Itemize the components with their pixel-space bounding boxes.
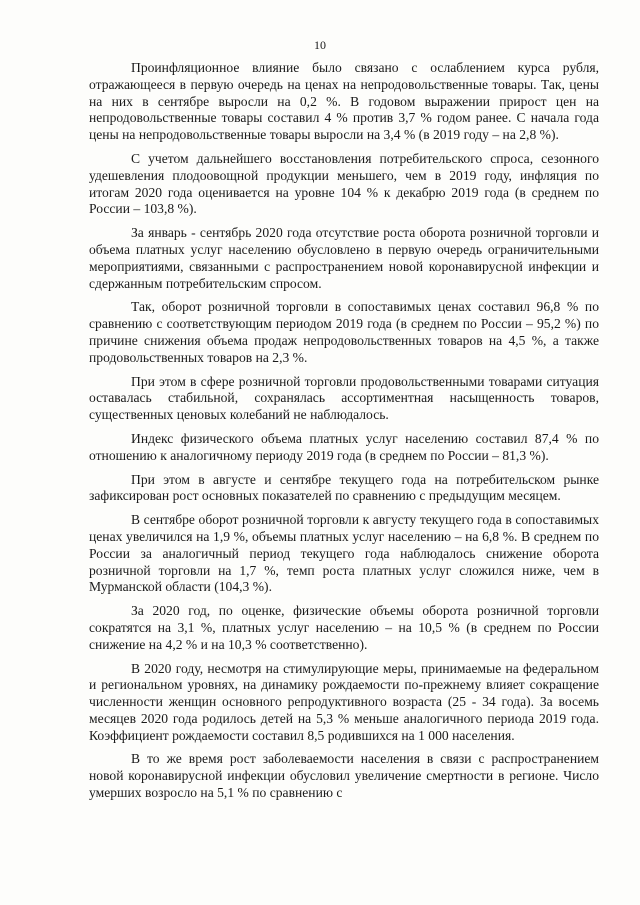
paragraph-8: В сентябре оборот розничной торговли к августу текущего года в сопоставимых ценах увеличился на 1,9 %, объемы платных услуг населению – на 6,8 %. В среднем по России за аналогичный период текущего года наблюдалось снижение оборота розничной торговли на 1,7 %, темп роста платных услуг сложился ниже, чем в Мурманской области (104,3 %). <box>89 512 599 595</box>
paragraph-7: При этом в августе и сентябре текущего года на потребительском рынке зафиксирован рост основных показателей по сравнению с предыдущим месяцем. <box>89 471 599 504</box>
body-text <box>89 60 599 809</box>
paragraph-9: За 2020 год, по оценке, физические объемы оборота розничной торговли сократятся на 3,1 %, платных услуг населению – на 10,5 % (в среднем по России снижение на 4,2 % и на 10,3 % соответственно). <box>89 603 599 652</box>
paragraph-4: Так, оборот розничной торговли в сопоставимых ценах составил 96,8 % по сравнению с соответствующим периодом 2019 года (в среднем по России – 95,2 %) по причине снижения объема продаж непродовольственных товаров на 4,5 %, а также продовольственных товаров на 2,3 %. <box>89 299 599 365</box>
paragraph-3: За январь - сентябрь 2020 года отсутствие роста оборота розничной торговли и объема платных услуг населению обусловлено в первую очередь ограничительными мероприятиями, связанными с распространением новой коронавирусной инфекции и сдержанным потребительским спросом. <box>89 225 599 291</box>
paragraph-2: С учетом дальнейшего восстановления потребительского спроса, сезонного удешевления плодоовощной продукции меньшего, чем в 2019 году, инфляция по итогам 2020 года оценивается на уровне 104 % к декабрю 2019 года (в среднем по России – 103,8 %). <box>89 150 599 217</box>
paragraph-10: В 2020 году, несмотря на стимулирующие меры, принимаемые на федеральном и региональном уровнях, на динамику рождаемости по-прежнему влияет сокращение численности женщин основного репродуктивного возраста (25 - 34 года). За восемь месяцев 2020 года родилось детей на 5,3 % меньше аналогичного периода 2019 года. Коэффициент рождаемости составил 8,5 родившихся на 1 000 населения. <box>89 660 599 743</box>
paragraph-5: При этом в сфере розничной торговли продовольственными товарами ситуация оставалась стабильной, сохранялась ассортиментная насыщенность товаров, существенных ценовых колебаний не наблюдалось. <box>89 373 599 423</box>
paragraph-11: В то же время рост заболеваемости населения в связи с распространением новой коронавирусной инфекции обусловил увеличение смертности в регионе. Число умерших возросло на 5,1 % по сравнению с <box>89 751 599 801</box>
paragraph-6: Индекс физического объема платных услуг населению составил 87,4 % по отношению к аналогичному периоду 2019 года (в среднем по России – 81,3 %). <box>89 430 599 463</box>
page-number: 10 <box>314 38 326 52</box>
paragraph-1: Проинфляционное влияние было связано с ослаблением курса рубля, отражающееся в первую очередь на ценах на непродовольственные товары. Так, цены на них в сентябре выросли на 0,2 %. В годовом выражении прирост цен на непродовольственные товары составил 4 % против 3,7 % годом ранее. С начала года цены на непродовольственные товары выросли на 3,4 % (в 2019 году – на 2,8 %). <box>89 60 599 143</box>
